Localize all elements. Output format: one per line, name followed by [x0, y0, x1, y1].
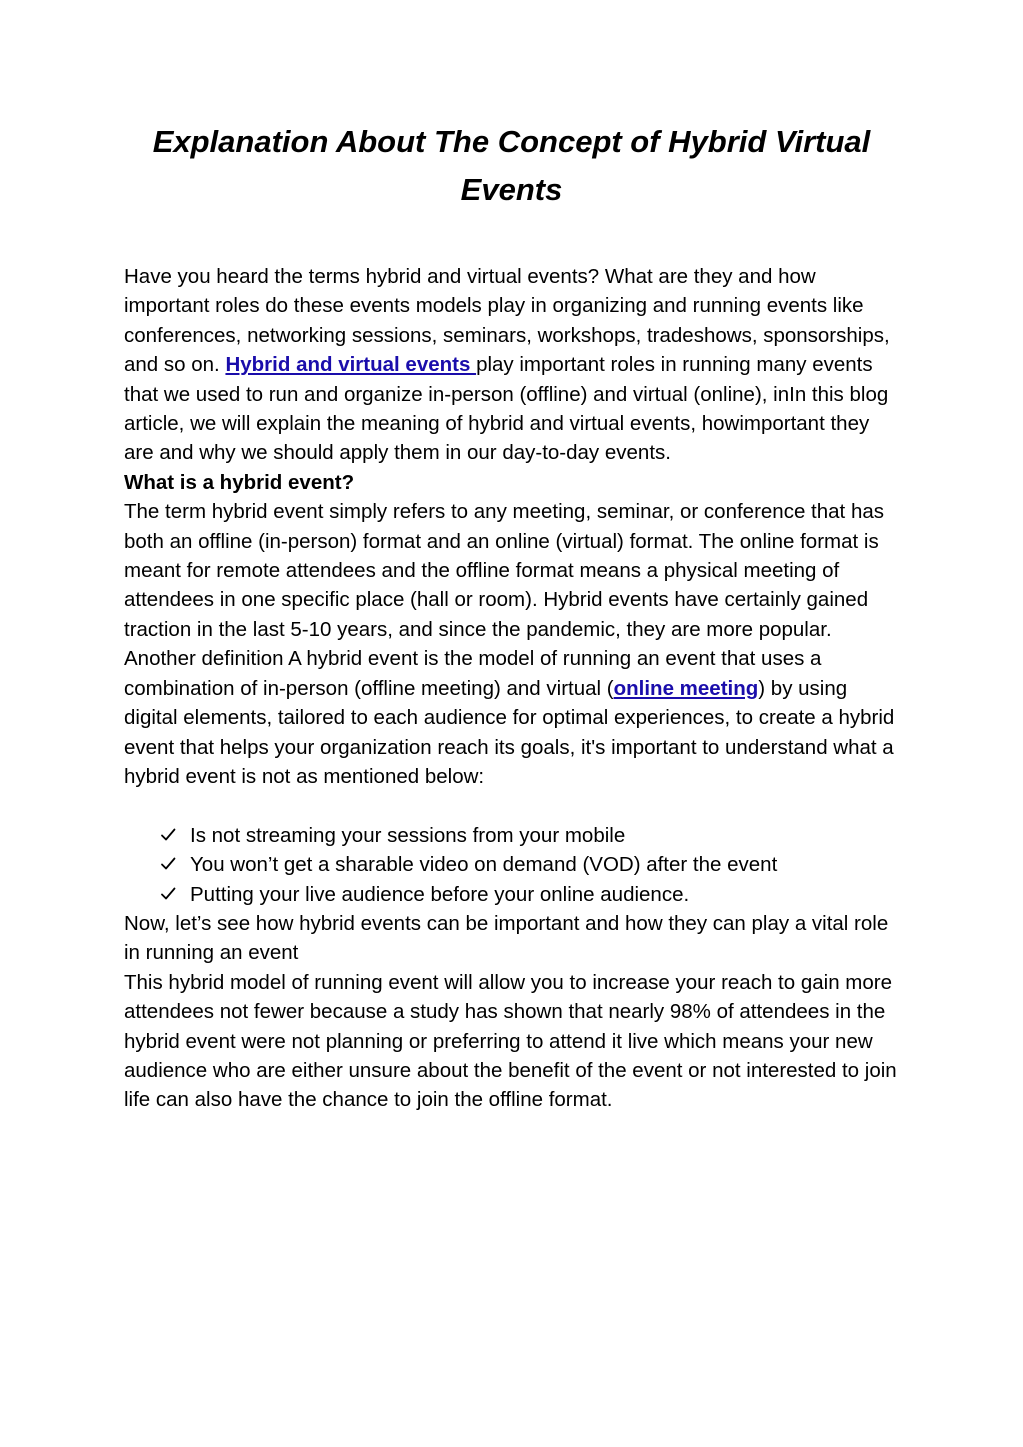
checklist-item-text: Putting your live audience before your online audience.	[190, 882, 690, 906]
intro-text-after-link: play important roles in running many events that we used to run and organize in-person (offline) and virtual (online), inIn this blog article, we will explain the meaning of hybrid and virtual events, howimportant they are and why we should apply them in our day-to-day events.	[124, 353, 889, 465]
online-meeting-link[interactable]: online meeting	[613, 676, 759, 700]
hybrid-virtual-events-link[interactable]: Hybrid and virtual events	[225, 353, 477, 377]
checklist-item-text: Is not streaming your sessions from your mobile	[190, 823, 626, 847]
checklist-item	[158, 850, 899, 879]
paragraph-spacer	[124, 791, 899, 820]
checklist-item-text: You won’t get a sharable video on demand (VOD) after the event	[190, 853, 778, 877]
checkmark-icon	[160, 827, 176, 843]
checklist-item	[158, 880, 899, 909]
intro-text-before-link: Have you heard the terms hybrid and virtual events? What are they and how important roles do these events models play in organizing and running events like conferences, networking sessions, seminars, workshops, tradeshows, sponsorships, and so on.	[124, 265, 890, 377]
definition-text-before-link: The term hybrid event simply refers to any meeting, seminar, or conference that has both an offline (in-person) format and an online (virtual) format. The online format is meant for remote attendees and the offline format means a physical meeting of attendees in one specific place (hall or room). Hybrid events have certainly gained traction in the last 5-10 years, and since the pandemic, they are more popular. Another definition A hybrid event is the model of running an event that uses a combination of in-person (offline meeting) and virtual (	[124, 500, 884, 700]
document-title: Explanation About The Concept of Hybrid Virtual Events	[152, 124, 871, 207]
definition-paragraph	[124, 497, 899, 791]
transition-paragraph: Now, let’s see how hybrid events can be important and how they can play a vital role in running an event	[124, 911, 889, 965]
section-heading: What is a hybrid event?	[124, 470, 355, 494]
checkmark-icon	[160, 856, 176, 872]
intro-paragraph	[124, 262, 899, 468]
checklist-item	[158, 821, 899, 850]
definition-text-after-link: ) by using digital elements, tailored to each audience for optimal experiences, to create a hybrid event that helps your organization reach its goals, it's important to understand what a hybrid event is not as mentioned below:	[124, 676, 895, 788]
document-body	[124, 262, 899, 1115]
closing-paragraph: This hybrid model of running event will allow you to increase your reach to gain more attendees not fewer because a study has shown that nearly 98% of attendees in the hybrid event were not planning or preferring to attend it live which means your new audience who are either unsure about the benefit of the event or not interested to join life can also have the chance to join the offline format.	[124, 970, 897, 1112]
checklist	[124, 821, 899, 909]
checkmark-icon	[160, 886, 176, 902]
